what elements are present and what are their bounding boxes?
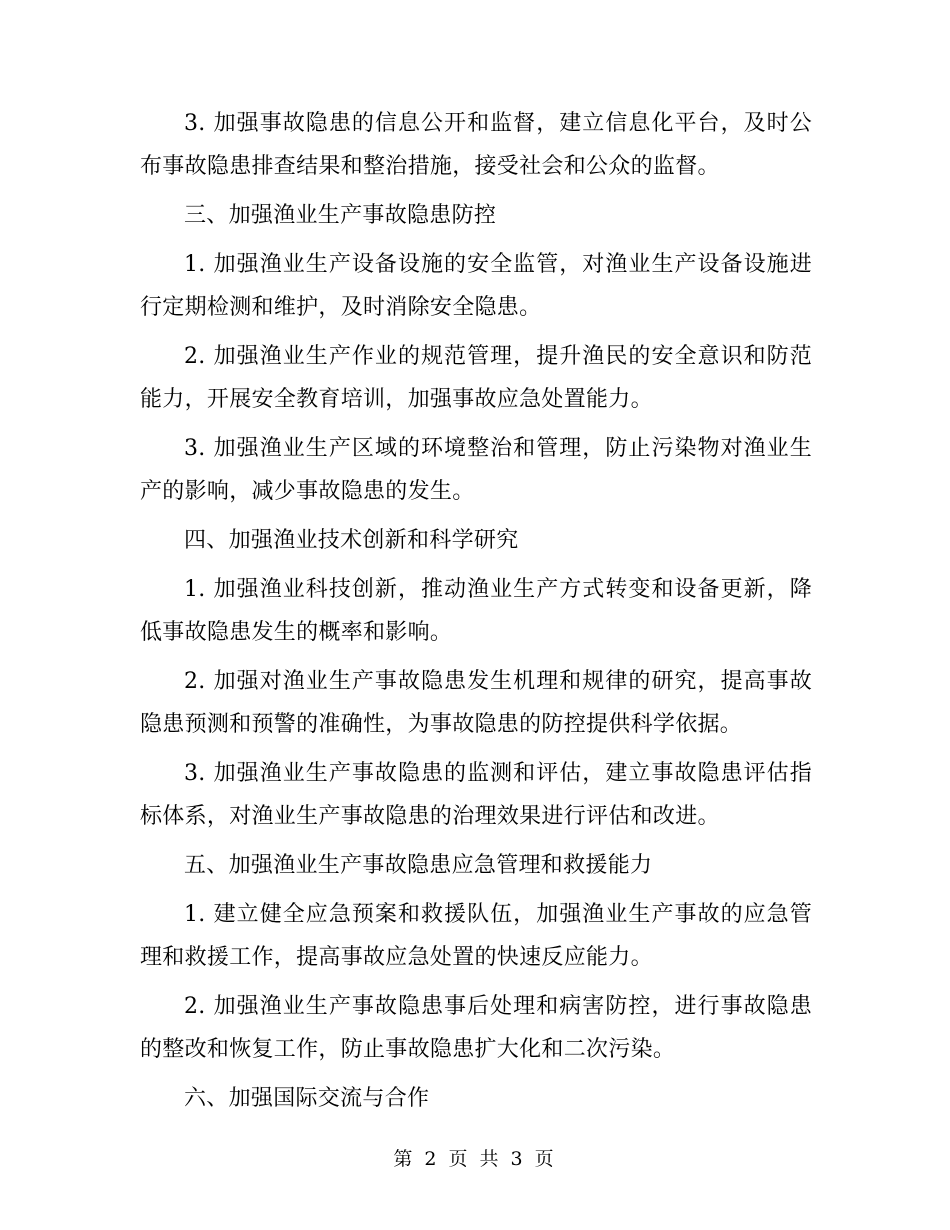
- paragraph: 2. 加强渔业生产事故隐患事后处理和病害防控，进行事故隐患的整改和恢复工作，防止事故隐患扩大化和二次污染。: [140, 994, 812, 1062]
- document-body: [140, 102, 812, 1126]
- paragraph: 1. 加强渔业科技创新，推动渔业生产方式转变和设备更新，降低事故隐患发生的概率和影响。: [140, 577, 812, 645]
- section-heading: 五、加强渔业生产事故隐患应急管理和救援能力: [184, 853, 653, 878]
- paragraph: 3. 加强渔业生产事故隐患的监测和评估，建立事故隐患评估指标体系，对渔业生产事故隐患的治理效果进行评估和改进。: [140, 761, 812, 829]
- section-heading: 三、加强渔业生产事故隐患防控: [184, 203, 497, 228]
- page-number-footer: 第 2 页 共 3 页: [393, 1148, 557, 1170]
- paragraph: 3. 加强事故隐患的信息公开和监督，建立信息化平台，及时公布事故隐患排查结果和整治措施，接受社会和公众的监督。: [140, 111, 812, 179]
- paragraph: 2. 加强渔业生产作业的规范管理，提升渔民的安全意识和防范能力，开展安全教育培训，加强事故应急处置能力。: [140, 344, 812, 412]
- section-heading: 四、加强渔业技术创新和科学研究: [184, 528, 519, 553]
- section-heading: 六、加强国际交流与合作: [184, 1086, 430, 1111]
- paragraph: 3. 加强渔业生产区域的环境整治和管理，防止污染物对渔业生产的影响，减少事故隐患的发生。: [140, 436, 812, 504]
- paragraph: 2. 加强对渔业生产事故隐患发生机理和规律的研究，提高事故隐患预测和预警的准确性，为事故隐患的防控提供科学依据。: [140, 669, 812, 737]
- paragraph: 1. 加强渔业生产设备设施的安全监管，对渔业生产设备设施进行定期检测和维护，及时消除安全隐患。: [140, 252, 812, 320]
- paragraph: 1. 建立健全应急预案和救援队伍，加强渔业生产事故的应急管理和救援工作，提高事故应急处置的快速反应能力。: [140, 902, 812, 970]
